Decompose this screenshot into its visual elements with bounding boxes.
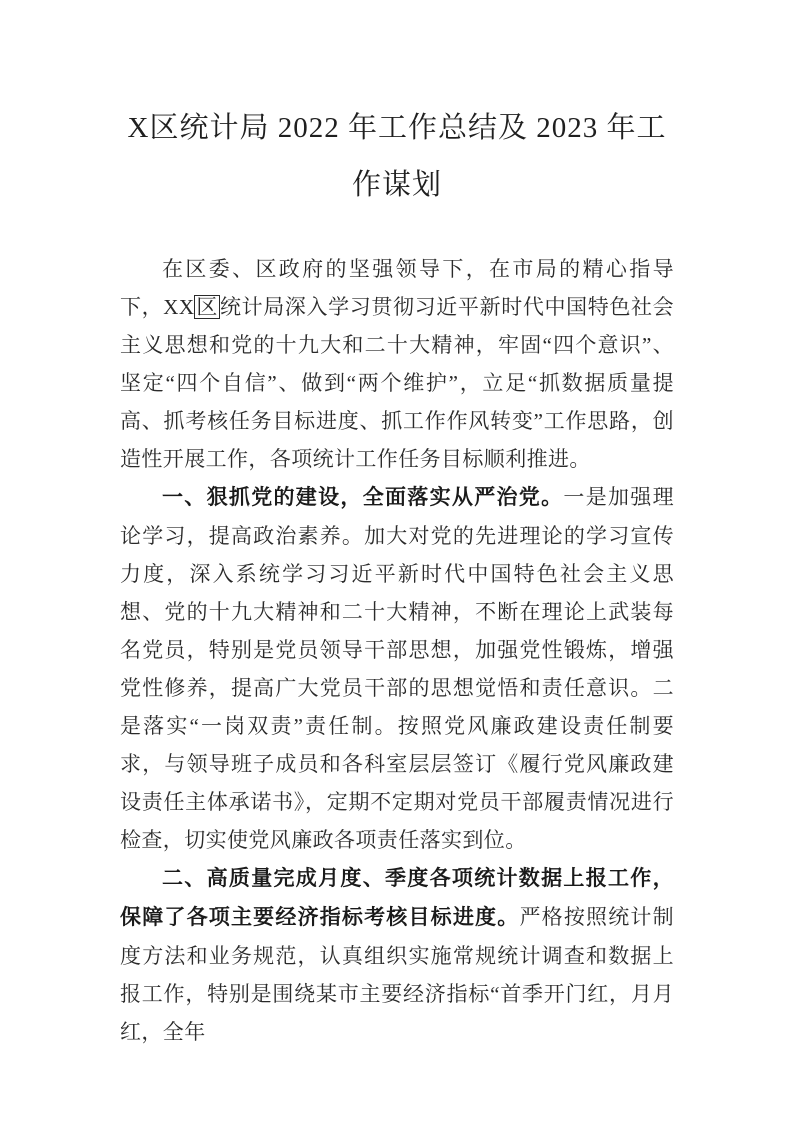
paragraph-intro: [120, 250, 674, 478]
document-title: X区统计局 2022 年工作总结及 2023 年工作谋划: [127, 112, 667, 201]
text-segment: 统计局深入学习贯彻习近平新时代中国特色社会主义思想和党的十九大和二十大精神，牢固“四个意识”、坚定“四个自信”、做到“两个维护”，立足“抓数据质量提高、抓考核任务目标进度、抓工作作风转变”工作思路，创造性开展工作，各项统计工作任务目标顺利推进。: [120, 295, 674, 471]
paragraph-section-2: [120, 859, 674, 1051]
text-segment: 在区委、区政府的坚强领导下，在市局的精心指导下，XX: [120, 257, 674, 319]
document-body: [120, 250, 674, 1051]
text-segment: 严格按照统计制度方法和业务规范，认真组织实施常规统计调查和数据上报工作，特别是围绕某市主要经济指标“首季开门红，月月红，全年: [120, 905, 674, 1044]
section-2-heading: 二、高质量完成月度、季度各项统计数据上报工作，保障了各项主要经济指标考核目标进度。: [120, 867, 674, 929]
paragraph-section-1: [120, 478, 674, 859]
text-segment: 一是加强理论学习，提高政治素养。加大对党的先进理论的学习宣传力度，深入系统学习习近平新时代中国特色社会主义思想、党的十九大精神和二十大精神，不断在理论上武装每名党员，特别是党员领导干部思想，加强党性锻炼，增强党性修养，提高广大党员干部的思想觉悟和责任意识。二是落实“一岗双责”责任制。按照党风廉政建设责任制要求，与领导班子成员和各科室层层签订《履行党风廉政建设责任主体承诺书》，定期不定期对党员干部履责情况进行检查，切实使党风廉政各项责任落实到位。: [120, 485, 675, 852]
boxed-character: 区: [196, 295, 218, 319]
section-1-heading: 一、狠抓党的建设，全面落实从严治党。: [162, 486, 564, 509]
